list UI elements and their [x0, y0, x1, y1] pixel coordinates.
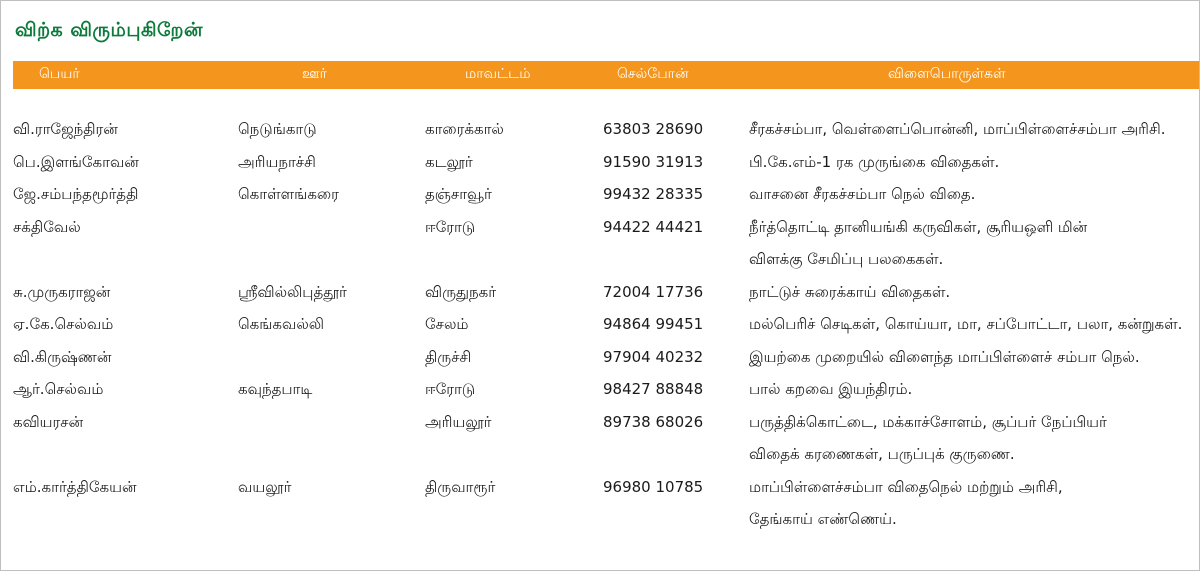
seller-district: காரைக்கால் [425, 120, 504, 138]
seller-products [749, 113, 1165, 146]
seller-phone: 72004 17736 [603, 282, 704, 301]
product-line: பருத்திக்கொட்டை, மக்காச்சோளம், சூப்பர் நேப்பியர் [749, 412, 1107, 431]
seller-products [749, 308, 1182, 341]
seller-products [749, 471, 1063, 536]
seller-district: திருவாரூர் [425, 477, 496, 496]
seller-name: ஏ.கே.செல்வம் [13, 315, 114, 333]
seller-name: எம்.கார்த்திகேயன் [13, 477, 137, 496]
seller-name: வி.ராஜேந்திரன் [13, 120, 118, 138]
seller-district: சேலம் [425, 315, 469, 333]
seller-name: வி.கிருஷ்ணன் [13, 347, 112, 366]
seller-district: திருச்சி [425, 347, 472, 366]
seller-name: சு.முருகராஜன் [13, 282, 111, 301]
seller-phone: 99432 28335 [603, 185, 704, 203]
product-line: விளக்கு சேமிப்பு பலகைகள். [749, 250, 944, 268]
seller-products [749, 211, 1087, 276]
product-line: சீரகச்சம்பா, வெள்ளைப்பொன்னி, மாப்பிள்ளைச்சம்பா அரிசி. [749, 120, 1166, 138]
seller-phone: 63803 28690 [603, 120, 704, 138]
seller-district: ஈரோடு [425, 217, 476, 236]
product-line: வாசனை சீரகச்சம்பா நெல் விதை. [749, 185, 976, 203]
seller-phone: 97904 40232 [603, 347, 704, 366]
seller-name: சக்திவேல் [13, 217, 81, 236]
seller-name: கவியரசன் [13, 412, 84, 431]
header-products: விளைபொருள்கள் [888, 66, 1006, 82]
seller-name: பெ.இளங்கோவன் [13, 152, 139, 171]
header-phone: செல்போன் [617, 66, 689, 82]
seller-name: ஜே.சம்பந்தமூர்த்தி [13, 185, 139, 203]
seller-phone: 94422 44421 [603, 217, 704, 236]
header-district: மாவட்டம் [465, 66, 531, 82]
seller-products [749, 341, 1140, 374]
product-line: மாப்பிள்ளைச்சம்பா விதைநெல் மற்றும் அரிசி, [749, 477, 1063, 496]
seller-products [749, 146, 999, 179]
page-title: விற்க விரும்புகிறேன் [15, 19, 203, 41]
product-line: பால் கறவை இயந்திரம். [749, 380, 913, 398]
seller-district: கடலூர் [425, 152, 473, 171]
table-body [1, 1, 1199, 570]
header-town: ஊர் [302, 66, 327, 82]
seller-products [749, 178, 975, 211]
product-line: தேங்காய் எண்ணெய். [749, 510, 897, 528]
seller-products [749, 406, 1107, 471]
seller-district: அரியலூர் [425, 412, 492, 431]
product-line: நாட்டுச் சுரைக்காய் விதைகள். [749, 282, 951, 301]
seller-district: ஈரோடு [425, 380, 476, 398]
seller-town: கொள்ளங்கரை [238, 185, 339, 203]
header-name: பெயர் [39, 66, 80, 82]
seller-phone: 89738 68026 [603, 412, 704, 431]
seller-district: விருதுநகர் [425, 282, 497, 301]
seller-name: ஆர்.செல்வம் [13, 380, 104, 398]
product-line: விதைக் கரணைகள், பருப்புக் குருணை. [749, 445, 1015, 463]
seller-town: கவுந்தபாடி [238, 380, 313, 398]
seller-district: தஞ்சாவூர் [425, 185, 492, 203]
seller-town: வயலூர் [238, 477, 292, 496]
seller-products [749, 373, 912, 406]
seller-phone: 94864 99451 [603, 315, 704, 333]
seller-town: ஸ்ரீவில்லிபுத்தூர் [238, 282, 347, 301]
seller-phone: 96980 10785 [603, 477, 704, 496]
seller-phone: 98427 88848 [603, 380, 704, 398]
product-line: மல்பெரிச் செடிகள், கொய்யா, மா, சப்போட்டா, பலா, கன்றுகள். [749, 315, 1183, 333]
product-line: இயற்கை முறையில் விளைந்த மாப்பிள்ளைச் சம்பா நெல். [749, 347, 1140, 366]
seller-products [749, 276, 950, 309]
product-line: நீர்த்தொட்டி தானியங்கி கருவிகள், சூரியஒளி மின் [749, 217, 1088, 236]
seller-town: நெடுங்காடு [238, 120, 317, 138]
product-line: பி.கே.எம்-1 ரக முருங்கை விதைகள். [749, 152, 1000, 171]
seller-town: கெங்கவல்லி [238, 315, 325, 333]
seller-phone: 91590 31913 [603, 152, 704, 171]
seller-town: அரியநாச்சி [238, 152, 316, 171]
